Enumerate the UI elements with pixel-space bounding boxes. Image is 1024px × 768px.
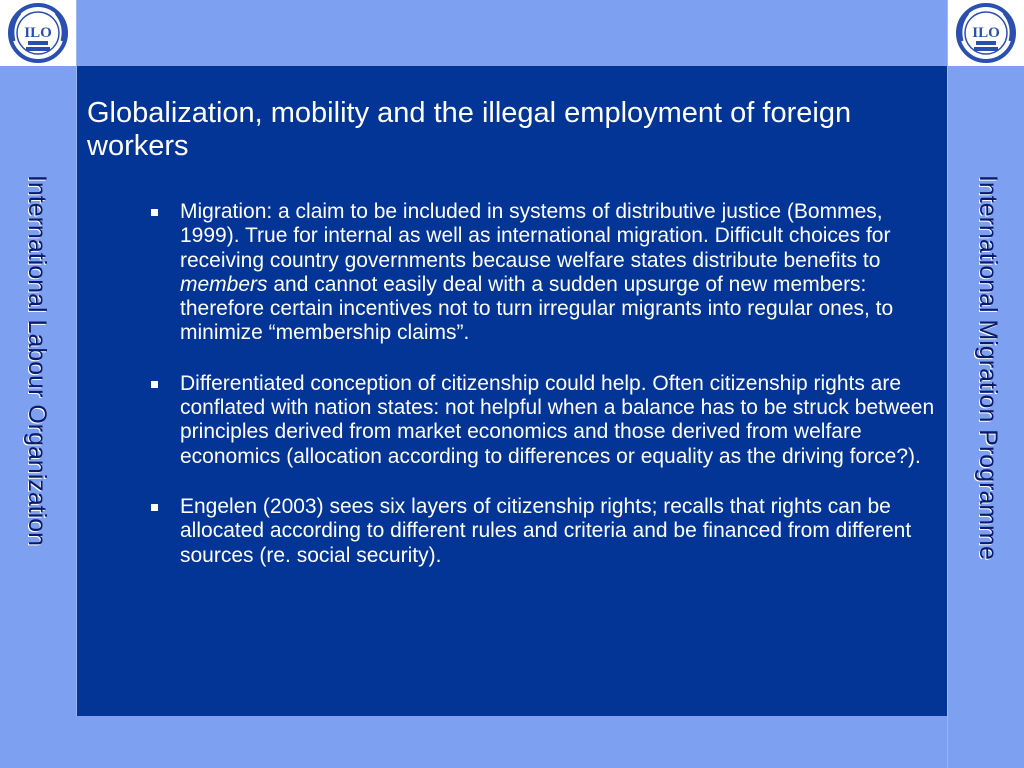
bullet-text-part: and cannot easily deal with a sudden upsurge of new members: therefore certain incentives not to turn irregular migrants into regular ones, to minimize “membership claims”. xyxy=(180,272,894,345)
slide-title: Globalization, mobility and the illegal employment of foreign workers xyxy=(87,97,852,162)
square-bullet-icon xyxy=(151,209,158,216)
left-sidebar-text: International Labour Organization xyxy=(23,175,51,547)
bullet-text-part: Migration: a claim to be included in systems of distributive justice (Bommes, 1999). True for internal as well as international migration. Difficult choices for receiving country governments because welfare states distribute benefits to xyxy=(180,200,891,272)
bullet-text xyxy=(180,200,893,344)
bullet-item xyxy=(149,372,939,469)
logo-text: ILO xyxy=(24,25,52,41)
ilo-logo-right xyxy=(948,0,1024,66)
bullet-item xyxy=(149,200,939,346)
bullet-item xyxy=(149,495,939,568)
top-band xyxy=(0,0,1024,66)
square-bullet-icon xyxy=(151,381,158,388)
slide-panel xyxy=(77,66,947,716)
ilo-logo-icon xyxy=(954,1,1018,65)
bullet-emphasis: members xyxy=(180,272,268,296)
square-bullet-icon xyxy=(151,504,158,511)
bullet-text: Engelen (2003) sees six layers of citizenship rights; recalls that rights can be allocated according to different rules and criteria and be financed from different sources (re. social security). xyxy=(180,494,912,567)
bullet-list xyxy=(149,200,939,594)
ilo-logo-icon xyxy=(6,1,70,65)
logo-text: ILO xyxy=(972,25,1000,41)
ilo-logo-left xyxy=(0,0,76,66)
right-sidebar-text: International Migration Programme xyxy=(974,175,1002,560)
bottom-band xyxy=(76,716,947,768)
bullet-text: Differentiated conception of citizenship could help. Often citizenship rights are conflated with nation states: not helpful when a balance has to be struck between principles derived from market economics and those derived from welfare economics (allocation according to differences or equality as the driving force?). xyxy=(180,371,935,468)
